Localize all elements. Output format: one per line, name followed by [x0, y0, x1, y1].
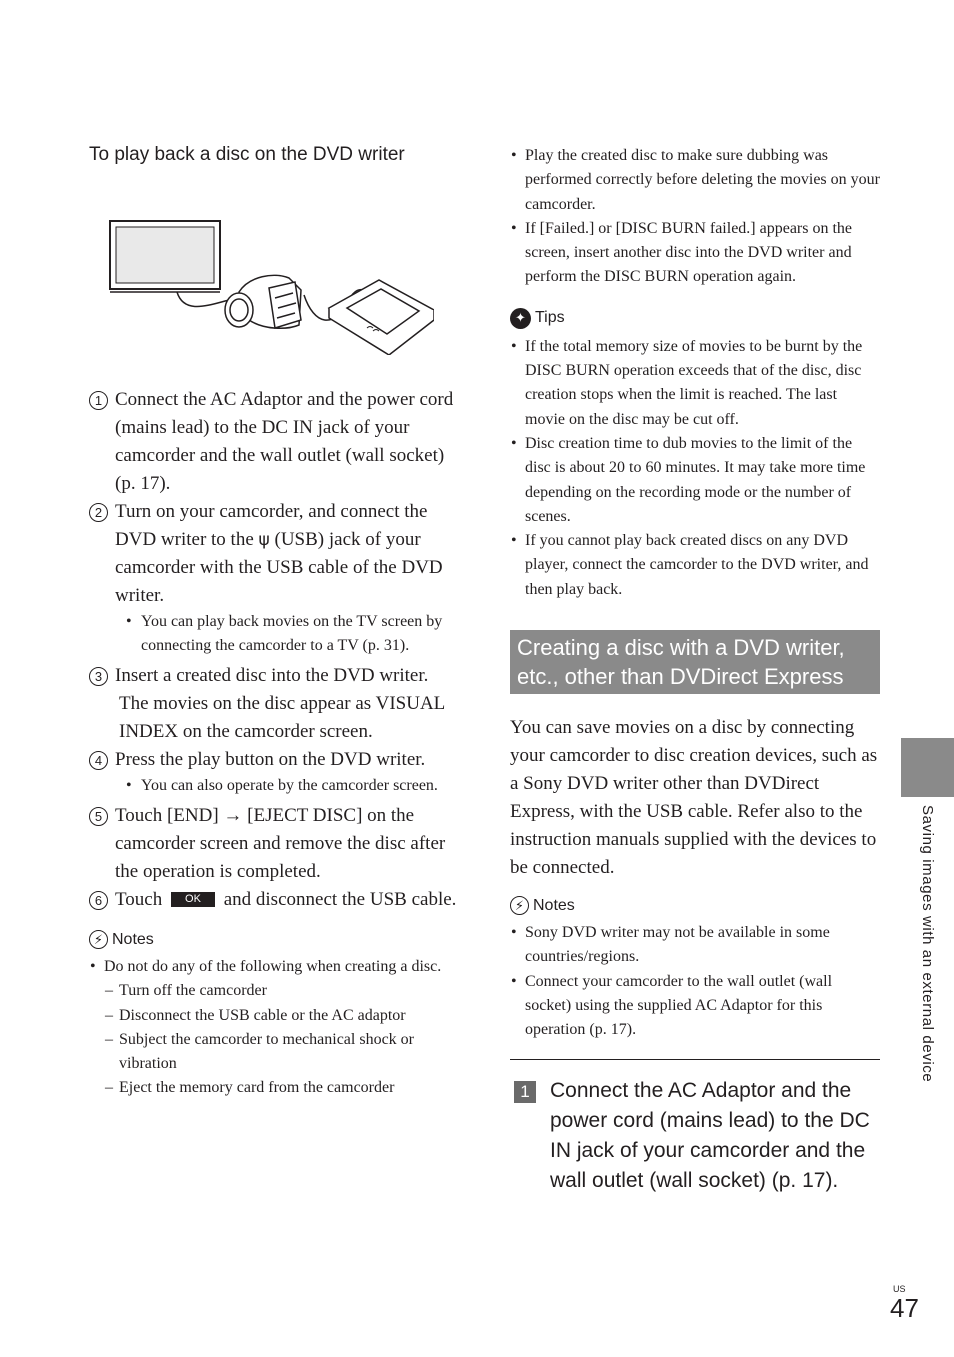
step-3-sub: The movies on the disc appear as VISUAL INDEX on the camcorder screen.	[119, 693, 445, 742]
tv-camcorder-dvd-writer-illustration	[89, 180, 434, 355]
step-text-part: and disconnect the USB cable.	[223, 889, 457, 910]
step-4	[89, 746, 469, 774]
bullet-item: • Play the created disc to make sure dubbing was performed correctly before deleting the movies on your camcorder.	[510, 144, 880, 217]
notes-label: Notes	[533, 896, 575, 914]
section-intro: You can save movies on a disc by connecting your camcorder to disc creation devices, such as a Sony DVD writer other than DVDirect Express, with the USB cable. Refer also to the instruction manuals supplied with the devices to be connected.	[510, 717, 878, 879]
bullet-item: • If [Failed.] or [DISC BURN failed.] appears on the screen, insert another disc into the DVD writer and perform the DISC BURN operation again.	[510, 217, 880, 290]
step-text-part: [EJECT DISC] on the camcorder screen and remove the disc after the operation is completed.	[115, 805, 446, 882]
side-tab-label: Saving images with an external device	[919, 805, 936, 1083]
step-number: 4	[89, 751, 108, 770]
notes-bullet: • Sony DVD writer may not be available in some countries/regions.	[510, 921, 880, 970]
step-2	[89, 498, 469, 610]
step-5	[89, 802, 469, 886]
step-text: Insert a created disc into the DVD writer.	[115, 665, 429, 686]
subsection-heading: To play back a disc on the DVD writer	[89, 144, 405, 165]
step-3	[89, 662, 469, 690]
notes-dash-item: – Turn off the camcorder	[89, 979, 469, 1003]
step-text	[115, 886, 469, 914]
notes-dash-item: – Disconnect the USB cable or the AC adaptor	[89, 1004, 469, 1028]
notes-icon: ⚡	[510, 896, 529, 915]
procedure-step-number: 1	[514, 1081, 536, 1103]
tips-header	[510, 308, 880, 329]
page-region-code: US	[893, 1284, 906, 1294]
tips-label: Tips	[535, 309, 565, 327]
step-number: 5	[89, 807, 108, 826]
lightbulb-icon: ✦	[510, 308, 531, 329]
step-text-part: Turn on your camcorder, and connect the DVD writer to the	[115, 501, 428, 550]
step-text-part: (USB) jack of your camcorder with the USB cable of the DVD writer.	[115, 529, 443, 606]
step-1	[89, 386, 469, 498]
step-text: Connect the AC Adaptor and the power cord (mains lead) to the DC IN jack of your camcorder and the wall outlet (wall socket) (p. 17).	[115, 389, 454, 494]
notes-dash-item: – Subject the camcorder to mechanical shock or vibration	[89, 1028, 469, 1077]
ok-button-icon: OK	[171, 892, 215, 907]
step-text-part: Touch [END]	[115, 805, 219, 826]
step-number: 1	[89, 391, 108, 410]
procedure-step-text: Connect the AC Adaptor and the power cord (mains lead) to the DC IN jack of your camcorder and the wall outlet (wall socket) (p. 17).	[550, 1078, 870, 1192]
notes-header	[510, 896, 880, 915]
page-number: 47	[890, 1293, 919, 1323]
divider	[510, 1059, 880, 1060]
notes-header	[89, 930, 469, 949]
tips-bullet: • If the total memory size of movies to be burnt by the DISC BURN operation exceeds that of the disc, disc creation stops when the limit is reached. The last movie on the disc may be cut off.	[510, 335, 880, 432]
section-title: Creating a disc with a DVD writer, etc., other than DVDirect Express	[510, 630, 880, 694]
step-number: 6	[89, 891, 108, 910]
notes-label: Notes	[112, 930, 154, 948]
notes-bullet: • Connect your camcorder to the wall outlet (wall socket) using the supplied AC Adaptor for this operation (p. 17).	[510, 970, 880, 1043]
notes-icon: ⚡	[89, 930, 108, 949]
left-column	[89, 144, 469, 1101]
step-text-part: Touch	[115, 889, 163, 910]
right-column	[510, 144, 880, 1196]
step-text	[115, 498, 469, 610]
tips-bullet: • Disc creation time to dub movies to the limit of the disc is about 20 to 60 minutes. It may take more time depending on the recording mode or the number of scenes.	[510, 432, 880, 529]
step-text	[115, 802, 469, 886]
step-note: • You can also operate by the camcorder screen.	[115, 774, 469, 798]
step-6	[89, 886, 469, 914]
usb-icon: ψ	[258, 530, 270, 550]
step-number: 2	[89, 503, 108, 522]
arrow-right-icon: →	[223, 805, 243, 826]
procedure-step-1	[510, 1076, 880, 1196]
notes-bullet: • Do not do any of the following when creating a disc.	[89, 955, 469, 979]
tips-bullet: • If you cannot play back created discs on any DVD player, connect the camcorder to the DVD writer, and then play back.	[510, 529, 880, 602]
step-text: Press the play button on the DVD writer.	[115, 749, 426, 770]
step-note: • You can play back movies on the TV screen by connecting the camcorder to a TV (p. 31).	[115, 610, 469, 658]
step-number: 3	[89, 667, 108, 686]
notes-dash-item: – Eject the memory card from the camcorder	[89, 1076, 469, 1100]
side-tab	[901, 738, 954, 797]
